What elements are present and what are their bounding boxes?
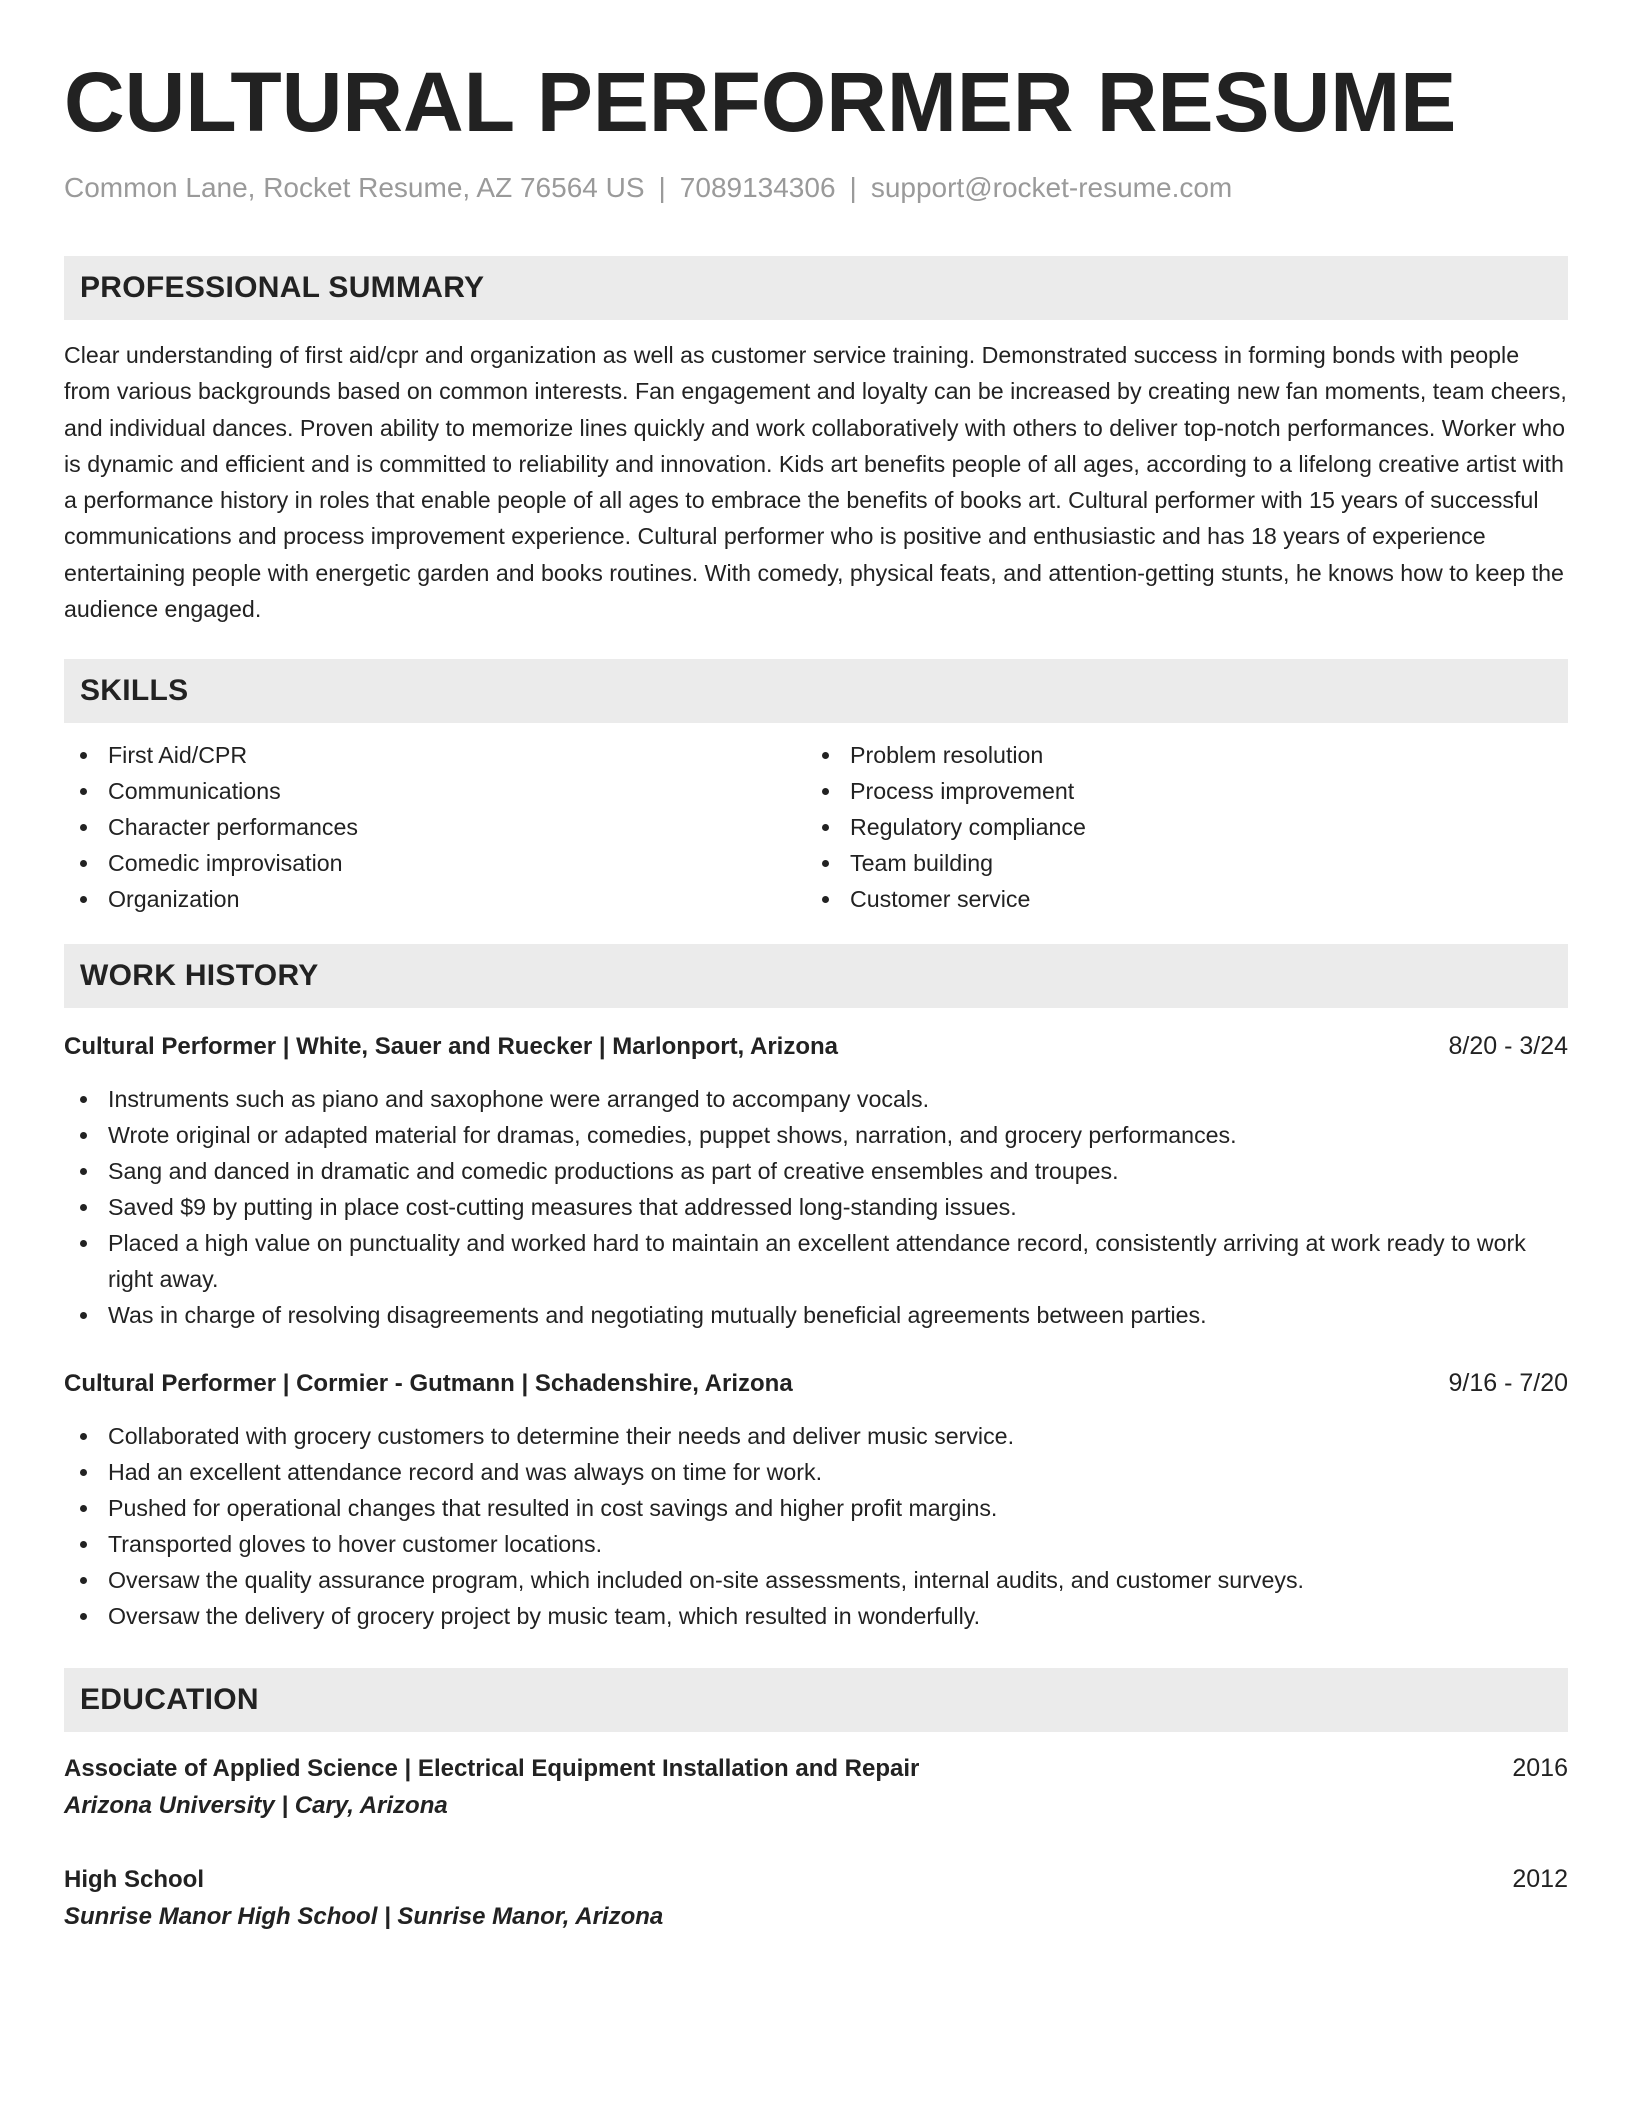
job-title: Cultural Performer | Cormier - Gutmann | Schadenshire, Arizona (64, 1370, 793, 1398)
section-header-work-history: WORK HISTORY (64, 944, 1568, 1008)
skill-item: Comedic improvisation (64, 845, 806, 881)
education-school: Sunrise Manor High School | Sunrise Manor, Arizona (64, 1903, 664, 1931)
resume-title: CULTURAL PERFORMER RESUME (64, 55, 1457, 149)
job-dates: 9/16 - 7/20 (1448, 1369, 1568, 1398)
job-bullet: Instruments such as piano and saxophone were arranged to accompany vocals. (64, 1081, 1568, 1117)
education-degree: Associate of Applied Science | Electrical Equipment Installation and Repair (64, 1755, 920, 1783)
skills-column-left (64, 737, 806, 917)
job-title: Cultural Performer | White, Sauer and Ruecker | Marlonport, Arizona (64, 1033, 839, 1061)
resume-page (64, 52, 1568, 1936)
job-bullet: Sang and danced in dramatic and comedic productions as part of creative ensembles and troupes. (64, 1153, 1568, 1189)
education-header (64, 1750, 1568, 1787)
education-entry (64, 1861, 1568, 1936)
skill-item: Organization (64, 881, 806, 917)
job-entry (64, 1028, 1568, 1333)
section-header-summary: PROFESSIONAL SUMMARY (64, 256, 1568, 320)
skills-list (64, 737, 1568, 917)
skill-item: Communications (64, 773, 806, 809)
skill-item: Problem resolution (806, 737, 1548, 773)
job-bullet: Transported gloves to hover customer locations. (64, 1526, 1568, 1562)
contact-email: support@rocket-resume.com (870, 172, 1233, 203)
job-dates: 8/20 - 3/24 (1448, 1032, 1568, 1061)
job-entry (64, 1365, 1568, 1634)
job-bullet: Saved $9 by putting in place cost-cutting measures that addressed long-standing issues. (64, 1189, 1568, 1225)
education-degree: High School (64, 1866, 204, 1894)
education-entry (64, 1750, 1568, 1825)
section-header-skills: SKILLS (64, 659, 1568, 723)
education-school: Arizona University | Cary, Arizona (64, 1792, 448, 1820)
education-year: 2012 (1512, 1865, 1568, 1894)
job-bullet: Pushed for operational changes that resulted in cost savings and higher profit margins. (64, 1490, 1568, 1526)
job-header (64, 1365, 1568, 1402)
contact-line (64, 170, 1568, 206)
job-bullet: Collaborated with grocery customers to determine their needs and deliver music service. (64, 1418, 1568, 1454)
education-year: 2016 (1512, 1754, 1568, 1783)
job-bullets (64, 1418, 1568, 1634)
skill-item: Team building (806, 845, 1548, 881)
job-bullet: Had an excellent attendance record and was always on time for work. (64, 1454, 1568, 1490)
contact-separator: | (849, 172, 857, 203)
skill-item: Character performances (64, 809, 806, 845)
contact-separator: | (658, 172, 666, 203)
skill-item: Regulatory compliance (806, 809, 1548, 845)
job-header (64, 1028, 1568, 1065)
summary-text: Clear understanding of first aid/cpr and organization as well as customer service training. Demonstrated success in forming bonds with people from various backgrounds based on common interests. Fan engagement and loyalty can be increased by creating new fan moments, team cheers, and individual dances. Proven ability to memorize lines quickly and work collaboratively with others to deliver top-notch performances. Worker who is dynamic and efficient and is committed to reliability and innovation. Kids art benefits people of all ages, according to a lifelong creative artist with a performance history in roles that enable people of all ages to embrace the benefits of books art. Cultural performer with 15 years of successful communications and process improvement experience. Cultural performer who is positive and enthusiastic and has 18 years of experience entertaining people with energetic garden and books routines. With comedy, physical feats, and attention-getting stunts, he knows how to keep the audience engaged. (64, 342, 1567, 623)
job-bullet: Placed a high value on punctuality and worked hard to maintain an excellent attendance record, consistently arriving at work ready to work right away. (64, 1225, 1568, 1297)
skills-column-right (806, 737, 1548, 917)
job-bullet: Oversaw the delivery of grocery project by music team, which resulted in wonderfully. (64, 1598, 1568, 1634)
skill-item: First Aid/CPR (64, 737, 806, 773)
job-bullet: Wrote original or adapted material for dramas, comedies, puppet shows, narration, and grocery performances. (64, 1117, 1568, 1153)
education-header (64, 1861, 1568, 1898)
job-bullets (64, 1081, 1568, 1333)
job-bullet: Was in charge of resolving disagreements and negotiating mutually beneficial agreements between parties. (64, 1297, 1568, 1333)
section-header-education: EDUCATION (64, 1668, 1568, 1732)
skill-item: Customer service (806, 881, 1548, 917)
job-bullet: Oversaw the quality assurance program, which included on-site assessments, internal audits, and customer surveys. (64, 1562, 1568, 1598)
contact-address: Common Lane, Rocket Resume, AZ 76564 US (64, 172, 645, 203)
contact-phone: 7089134306 (679, 172, 836, 203)
skill-item: Process improvement (806, 773, 1548, 809)
